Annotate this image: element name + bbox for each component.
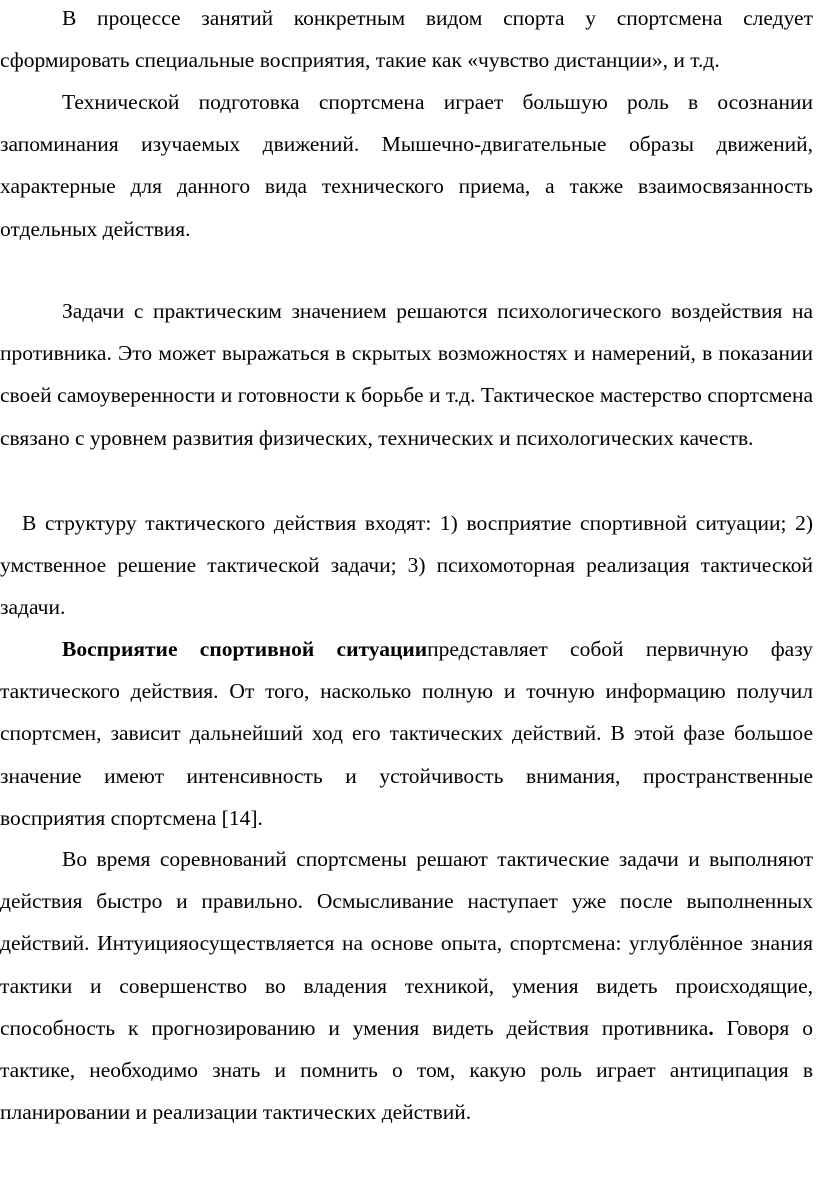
- paragraph-text-continued: Говоря о тактике, необходимо знать и помнить о том, какую роль играет антиципация в планировании и реализации тактических действий.: [0, 1015, 813, 1125]
- paragraph-text: Задачи с практическим значением решаются психологического воздействия на противника. Это может выражаться в скрытых возможностях и намерений, в показании своей самоуверенности и готовности к борьбе и т.д. Тактическое мастерство спортсмена связано с уровнем развития физических, технических и психологических качеств.: [0, 299, 813, 450]
- paragraph-tactical-structure: [0, 502, 813, 629]
- paragraph-technical-training: [0, 81, 813, 250]
- bold-term: Восприятие спортивной ситуации: [62, 637, 428, 661]
- paragraph-practical-tasks: [0, 290, 813, 459]
- paragraph-text: Технической подготовка спортсмена играет большую роль в осознании запоминания изучаемых движений. Мышечно-двигательные образы движений, характерные для данного вида технического приема, а также взаимосвязанность отдельных действия.: [0, 90, 813, 241]
- paragraph-text: В структуру тактического действия входят: 1) восприятие спортивной ситуации; 2) умственное решение тактической задачи; 3) психомоторная реализация тактической задачи.: [0, 511, 813, 620]
- paragraph-text: представляет собой первичную фазу тактического действия. От того, насколько полную и точную информацию получил спортсмен, зависит дальнейший ход его тактических действий. В этой фазе большое значение имеют интенсивность и устойчивость внимания, пространственные восприятия спортсмена [14].: [0, 637, 813, 830]
- paragraph-text: В процессе занятий конкретным видом спорта у спортсмена следует сформировать специальные восприятия, такие как «чувство дистанции», и т.д.: [0, 6, 813, 73]
- paragraph-text: Во время соревнований спортсмены решают тактические задачи и выполняют действия быстро и правильно. Осмысливание наступает уже после выполненных действий. Интуицияосуществляется на основе опыта, спортсмена: углублённое знания тактики и совершенство во владения техникой, умения видеть происходящие, способность к прогнозированию и умения видеть действия противника: [0, 847, 813, 1040]
- paragraph-sport-perception: [0, 0, 813, 81]
- paragraph-situation-perception: [0, 628, 813, 839]
- bold-period: .: [708, 1015, 714, 1040]
- paragraph-competition-tactics: [0, 838, 813, 1133]
